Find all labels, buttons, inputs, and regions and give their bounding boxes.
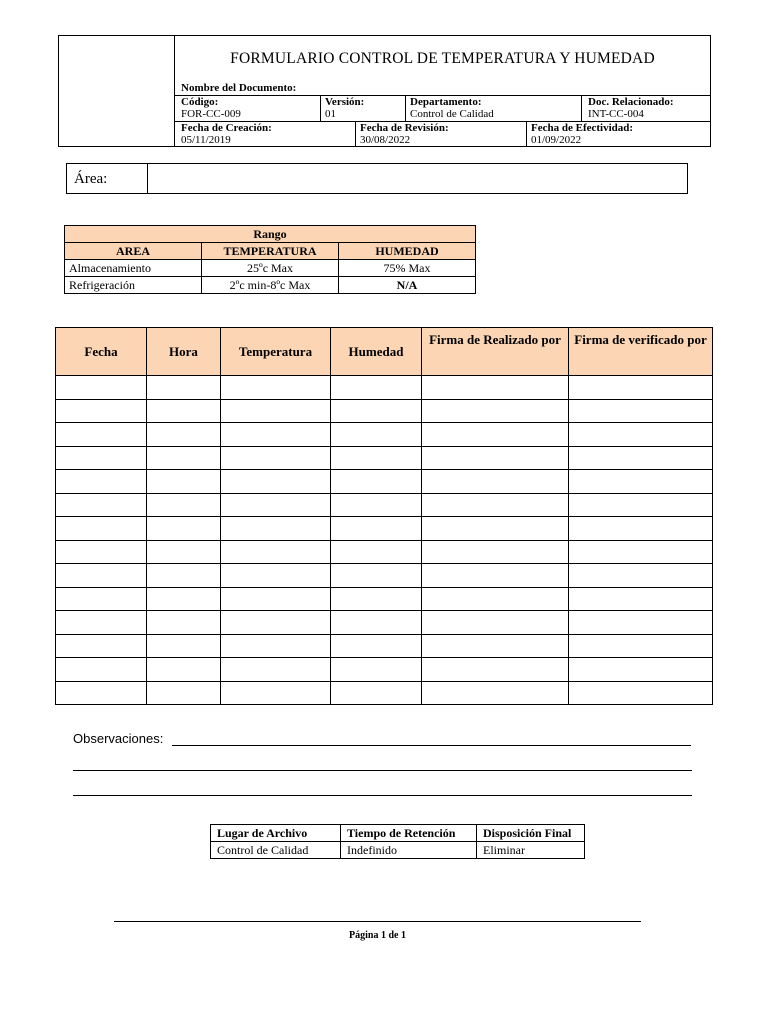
observaciones-line[interactable] [73, 770, 692, 771]
fecha-revision-value: 30/08/2022 [360, 134, 411, 146]
log-cell[interactable] [56, 446, 147, 470]
log-cell[interactable] [422, 540, 569, 564]
log-cell[interactable] [221, 681, 331, 705]
log-cell[interactable] [221, 611, 331, 635]
fecha-creacion-label: Fecha de Creación: [181, 122, 272, 134]
log-cell[interactable] [147, 493, 221, 517]
log-cell[interactable] [221, 517, 331, 541]
log-col-firma-verificado: Firma de verificado por [569, 328, 713, 376]
log-col-fecha: Fecha [56, 328, 147, 376]
doc-relacionado-label: Doc. Relacionado: [588, 96, 674, 108]
log-cell[interactable] [422, 564, 569, 588]
header-divider [355, 121, 356, 147]
log-cell[interactable] [331, 681, 422, 705]
log-cell[interactable] [221, 399, 331, 423]
log-cell[interactable] [331, 634, 422, 658]
doc-name-label: Nombre del Documento: [181, 82, 297, 94]
log-cell[interactable] [569, 470, 713, 494]
log-cell[interactable] [147, 423, 221, 447]
log-cell[interactable] [422, 446, 569, 470]
log-cell[interactable] [147, 470, 221, 494]
range-cell: 75% Max [339, 260, 476, 277]
log-cell[interactable] [569, 587, 713, 611]
log-col-hora: Hora [147, 328, 221, 376]
fecha-revision-label: Fecha de Revisión: [360, 122, 449, 134]
log-cell[interactable] [56, 540, 147, 564]
table-row [56, 376, 713, 400]
table-row [56, 611, 713, 635]
codigo-label: Código: [181, 96, 219, 108]
log-cell[interactable] [569, 446, 713, 470]
log-cell[interactable] [56, 587, 147, 611]
log-cell[interactable] [569, 658, 713, 682]
log-cell[interactable] [147, 634, 221, 658]
range-col-area: AREA [65, 243, 202, 260]
log-cell[interactable] [221, 634, 331, 658]
footer-divider [114, 921, 641, 922]
log-cell[interactable] [422, 399, 569, 423]
range-col-humedad: HUMEDAD [339, 243, 476, 260]
log-cell[interactable] [147, 399, 221, 423]
header-divider [405, 95, 406, 121]
log-cell[interactable] [56, 658, 147, 682]
log-cell[interactable] [569, 423, 713, 447]
archive-col-tiempo: Tiempo de Retención [341, 825, 477, 842]
log-cell[interactable] [422, 517, 569, 541]
table-row [56, 446, 713, 470]
log-cell[interactable] [422, 423, 569, 447]
range-cell: Refrigeración [65, 277, 202, 294]
log-cell[interactable] [422, 470, 569, 494]
log-cell[interactable] [331, 564, 422, 588]
log-cell[interactable] [147, 681, 221, 705]
area-label: Área: [74, 171, 108, 187]
log-cell[interactable] [221, 470, 331, 494]
log-cell[interactable] [147, 587, 221, 611]
log-cell[interactable] [56, 376, 147, 400]
log-cell[interactable] [331, 423, 422, 447]
log-cell[interactable] [422, 634, 569, 658]
archive-col-lugar: Lugar de Archivo [211, 825, 341, 842]
log-cell[interactable] [331, 399, 422, 423]
form-title: FORMULARIO CONTROL DE TEMPERATURA Y HUMEDAD [230, 50, 655, 67]
log-cell[interactable] [56, 634, 147, 658]
log-cell[interactable] [422, 658, 569, 682]
observaciones-label: Observaciones: [73, 731, 164, 746]
departamento-value: Control de Calidad [410, 108, 494, 120]
logo-box [58, 35, 174, 147]
log-cell[interactable] [569, 493, 713, 517]
range-cell: N/A [339, 277, 476, 294]
table-row [56, 587, 713, 611]
log-cell[interactable] [331, 611, 422, 635]
archive-table [210, 824, 585, 859]
log-col-humedad: Humedad [331, 328, 422, 376]
log-cell[interactable] [569, 376, 713, 400]
range-title: Rango [65, 226, 476, 243]
log-cell[interactable] [331, 517, 422, 541]
log-cell[interactable] [147, 446, 221, 470]
observaciones-line[interactable] [73, 795, 692, 796]
range-cell: 25ºc Max [202, 260, 339, 277]
table-row [65, 260, 476, 277]
log-cell[interactable] [331, 493, 422, 517]
table-row [65, 277, 476, 294]
log-cell[interactable] [221, 493, 331, 517]
header-divider [526, 121, 527, 147]
log-cell[interactable] [56, 564, 147, 588]
log-cell[interactable] [422, 376, 569, 400]
log-cell[interactable] [331, 470, 422, 494]
log-cell[interactable] [569, 517, 713, 541]
archive-cell: Indefinido [341, 842, 477, 859]
fecha-efectividad-value: 01/09/2022 [531, 134, 582, 146]
area-divider [147, 163, 148, 194]
page-number: Página 1 de 1 [349, 930, 406, 941]
log-table [55, 327, 713, 705]
log-col-firma-realizado: Firma de Realizado por [422, 328, 569, 376]
table-row [56, 681, 713, 705]
log-cell[interactable] [147, 540, 221, 564]
log-cell[interactable] [56, 423, 147, 447]
table-row [56, 634, 713, 658]
archive-cell: Control de Calidad [211, 842, 341, 859]
table-row [211, 842, 585, 859]
codigo-value: FOR-CC-009 [181, 108, 241, 120]
range-col-temperatura: TEMPERATURA [202, 243, 339, 260]
log-cell[interactable] [56, 399, 147, 423]
header-divider [581, 95, 582, 121]
log-cell[interactable] [147, 564, 221, 588]
log-cell[interactable] [422, 611, 569, 635]
log-cell[interactable] [331, 540, 422, 564]
log-cell[interactable] [221, 446, 331, 470]
log-cell[interactable] [569, 634, 713, 658]
log-cell[interactable] [221, 376, 331, 400]
log-cell[interactable] [147, 376, 221, 400]
table-row [56, 540, 713, 564]
log-cell[interactable] [422, 587, 569, 611]
log-cell[interactable] [147, 611, 221, 635]
log-cell[interactable] [569, 540, 713, 564]
range-cell: 2ºc min-8ºc Max [202, 277, 339, 294]
version-label: Versión: [325, 96, 365, 108]
log-cell[interactable] [422, 681, 569, 705]
log-cell[interactable] [569, 564, 713, 588]
version-value: 01 [325, 108, 336, 120]
table-row [56, 517, 713, 541]
log-cell[interactable] [147, 517, 221, 541]
table-row [56, 493, 713, 517]
log-cell[interactable] [56, 681, 147, 705]
table-row [56, 470, 713, 494]
log-cell[interactable] [331, 446, 422, 470]
log-cell[interactable] [331, 587, 422, 611]
log-cell[interactable] [56, 470, 147, 494]
table-row [56, 399, 713, 423]
log-cell[interactable] [221, 658, 331, 682]
header-divider [320, 95, 321, 121]
log-cell[interactable] [56, 611, 147, 635]
log-cell[interactable] [221, 564, 331, 588]
log-cell[interactable] [221, 587, 331, 611]
fecha-efectividad-label: Fecha de Efectividad: [531, 122, 634, 134]
area-input[interactable] [152, 166, 682, 191]
archive-cell: Eliminar [477, 842, 585, 859]
log-cell[interactable] [331, 376, 422, 400]
table-row [56, 658, 713, 682]
departamento-label: Departamento: [410, 96, 482, 108]
log-cell[interactable] [221, 540, 331, 564]
archive-col-disposicion: Disposición Final [477, 825, 585, 842]
log-cell[interactable] [569, 611, 713, 635]
log-cell[interactable] [147, 658, 221, 682]
log-cell[interactable] [569, 399, 713, 423]
observaciones-line[interactable] [172, 745, 691, 746]
range-table [64, 225, 476, 294]
log-cell[interactable] [422, 493, 569, 517]
table-row [56, 564, 713, 588]
log-cell[interactable] [56, 517, 147, 541]
log-col-temperatura: Temperatura [221, 328, 331, 376]
log-cell[interactable] [56, 493, 147, 517]
log-cell[interactable] [331, 658, 422, 682]
log-cell[interactable] [221, 423, 331, 447]
doc-relacionado-value: INT-CC-004 [588, 108, 644, 120]
range-cell: Almacenamiento [65, 260, 202, 277]
table-row [56, 423, 713, 447]
log-cell[interactable] [569, 681, 713, 705]
fecha-creacion-value: 05/11/2019 [181, 134, 231, 146]
